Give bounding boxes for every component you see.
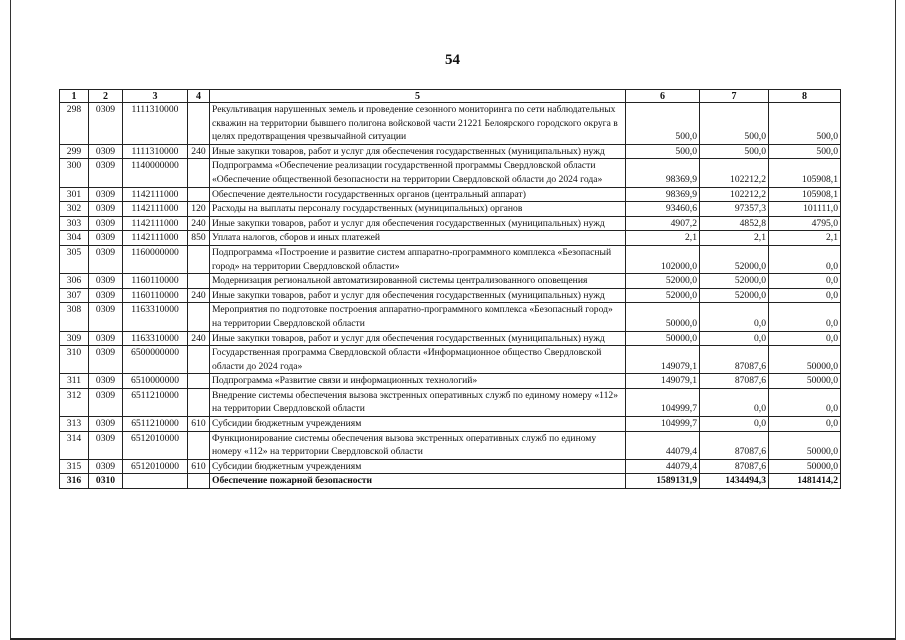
row-number: 313 <box>60 417 89 432</box>
expense-type <box>188 187 210 202</box>
section-code: 0309 <box>89 144 123 159</box>
section-code: 0309 <box>89 388 123 416</box>
value-col8: 0,0 <box>769 417 841 432</box>
value-col7: 52000,0 <box>700 245 769 273</box>
value-col8: 2,1 <box>769 231 841 246</box>
expense-type <box>188 374 210 389</box>
expense-type <box>188 474 210 489</box>
section-code: 0309 <box>89 303 123 331</box>
row-number: 309 <box>60 331 89 346</box>
target-code: 1142111000 <box>123 202 188 217</box>
row-number: 304 <box>60 231 89 246</box>
row-description: Мероприятия по подготовке построения аппаратно-программного комплекса «Безопасный город» на территории Свердловской области <box>210 303 626 331</box>
row-number: 299 <box>60 144 89 159</box>
value-col6: 44079,4 <box>626 431 700 459</box>
row-number: 306 <box>60 274 89 289</box>
value-col8: 50000,0 <box>769 459 841 474</box>
expense-type <box>188 159 210 187</box>
row-number: 298 <box>60 103 89 145</box>
value-col8: 1481414,2 <box>769 474 841 489</box>
value-col7: 4852,8 <box>700 216 769 231</box>
expense-type: 610 <box>188 459 210 474</box>
expense-type <box>188 388 210 416</box>
expense-type: 240 <box>188 331 210 346</box>
expense-type <box>188 346 210 374</box>
target-code: 1142111000 <box>123 216 188 231</box>
value-col7: 102212,2 <box>700 187 769 202</box>
value-col6: 4907,2 <box>626 216 700 231</box>
target-code: 1160110000 <box>123 274 188 289</box>
target-code: 1142111000 <box>123 231 188 246</box>
col-header: 8 <box>769 90 841 103</box>
value-col8: 50000,0 <box>769 374 841 389</box>
value-col6: 44079,4 <box>626 459 700 474</box>
table-row <box>60 474 841 489</box>
expense-type: 850 <box>188 231 210 246</box>
row-description: Субсидии бюджетным учреждениям <box>210 459 626 474</box>
target-code: 6511210000 <box>123 388 188 416</box>
target-code <box>123 474 188 489</box>
value-col6: 1589131,9 <box>626 474 700 489</box>
target-code: 1140000000 <box>123 159 188 187</box>
row-description: Обеспечение деятельности государственных органов (центральный аппарат) <box>210 187 626 202</box>
col-header: 4 <box>188 90 210 103</box>
expense-type <box>188 245 210 273</box>
table-row <box>60 216 841 231</box>
value-col8: 0,0 <box>769 331 841 346</box>
row-description: Иные закупки товаров, работ и услуг для обеспечения государственных (муниципальных) нужд <box>210 288 626 303</box>
expense-type <box>188 274 210 289</box>
value-col8: 0,0 <box>769 303 841 331</box>
value-col8: 105908,1 <box>769 159 841 187</box>
table-header-row <box>60 90 841 103</box>
col-header: 5 <box>210 90 626 103</box>
row-description: Рекультивация нарушенных земель и проведение сезонного мониторинга по сети наблюдательных скважин на территории бывшего полигона войсковой части 21221 Белоярского городского округа в целях предотвращения чрезвычайной ситуации <box>210 103 626 145</box>
page-number: 54 <box>445 52 460 68</box>
value-col6: 2,1 <box>626 231 700 246</box>
table-row <box>60 231 841 246</box>
row-description: Иные закупки товаров, работ и услуг для обеспечения государственных (муниципальных) нужд <box>210 331 626 346</box>
value-col8: 101111,0 <box>769 202 841 217</box>
expense-type <box>188 303 210 331</box>
value-col6: 500,0 <box>626 144 700 159</box>
section-code: 0309 <box>89 331 123 346</box>
value-col7: 1434494,3 <box>700 474 769 489</box>
row-number: 311 <box>60 374 89 389</box>
value-col6: 104999,7 <box>626 388 700 416</box>
section-code: 0309 <box>89 346 123 374</box>
value-col8: 0,0 <box>769 288 841 303</box>
section-code: 0309 <box>89 245 123 273</box>
value-col8: 0,0 <box>769 245 841 273</box>
target-code: 1163310000 <box>123 303 188 331</box>
value-col6: 500,0 <box>626 103 700 145</box>
table-row <box>60 245 841 273</box>
section-code: 0309 <box>89 431 123 459</box>
row-description: Функционирование системы обеспечения вызова экстренных оперативных служб по единому номеру «112» на территории Свердловской области <box>210 431 626 459</box>
value-col8: 50000,0 <box>769 431 841 459</box>
budget-table <box>59 89 841 489</box>
value-col6: 149079,1 <box>626 346 700 374</box>
row-number: 305 <box>60 245 89 273</box>
target-code: 6512010000 <box>123 459 188 474</box>
value-col7: 87087,6 <box>700 431 769 459</box>
value-col7: 87087,6 <box>700 374 769 389</box>
value-col7: 0,0 <box>700 303 769 331</box>
table-row <box>60 374 841 389</box>
row-description: Внедрение системы обеспечения вызова экстренных оперативных служб по единому номеру «112» на территории Свердловской области <box>210 388 626 416</box>
target-code: 1163310000 <box>123 331 188 346</box>
target-code: 1160000000 <box>123 245 188 273</box>
table-row <box>60 274 841 289</box>
table-row <box>60 288 841 303</box>
value-col6: 98369,9 <box>626 187 700 202</box>
value-col8: 500,0 <box>769 103 841 145</box>
target-code: 1160110000 <box>123 288 188 303</box>
row-description: Подпрограмма «Обеспечение реализации государственной программы Свердловской области «Обеспечение общественной безопасности на территории Свердловской области до 2024 года» <box>210 159 626 187</box>
target-code: 1111310000 <box>123 144 188 159</box>
section-code: 0309 <box>89 187 123 202</box>
row-description: Подпрограмма «Развитие связи и информационных технологий» <box>210 374 626 389</box>
table-row <box>60 459 841 474</box>
value-col6: 50000,0 <box>626 303 700 331</box>
col-header: 2 <box>89 90 123 103</box>
value-col6: 98369,9 <box>626 159 700 187</box>
value-col8: 0,0 <box>769 388 841 416</box>
row-number: 300 <box>60 159 89 187</box>
table-row <box>60 346 841 374</box>
row-description: Субсидии бюджетным учреждениям <box>210 417 626 432</box>
table-row <box>60 202 841 217</box>
value-col7: 52000,0 <box>700 274 769 289</box>
value-col7: 87087,6 <box>700 459 769 474</box>
row-number: 303 <box>60 216 89 231</box>
col-header: 1 <box>60 90 89 103</box>
row-number: 308 <box>60 303 89 331</box>
section-code: 0309 <box>89 417 123 432</box>
section-code: 0309 <box>89 202 123 217</box>
row-number: 312 <box>60 388 89 416</box>
table-row <box>60 331 841 346</box>
table-row <box>60 417 841 432</box>
row-number: 310 <box>60 346 89 374</box>
value-col8: 0,0 <box>769 274 841 289</box>
value-col7: 500,0 <box>700 103 769 145</box>
target-code: 1142111000 <box>123 187 188 202</box>
expense-type: 240 <box>188 288 210 303</box>
target-code: 6510000000 <box>123 374 188 389</box>
col-header: 3 <box>123 90 188 103</box>
section-code: 0309 <box>89 103 123 145</box>
row-description: Государственная программа Свердловской области «Информационное общество Свердловской области до 2024 года» <box>210 346 626 374</box>
target-code: 1111310000 <box>123 103 188 145</box>
section-code: 0309 <box>89 231 123 246</box>
value-col8: 500,0 <box>769 144 841 159</box>
col-header: 7 <box>700 90 769 103</box>
value-col7: 52000,0 <box>700 288 769 303</box>
row-number: 302 <box>60 202 89 217</box>
table-row <box>60 388 841 416</box>
row-description: Иные закупки товаров, работ и услуг для обеспечения государственных (муниципальных) нужд <box>210 144 626 159</box>
value-col6: 50000,0 <box>626 331 700 346</box>
expense-type: 240 <box>188 216 210 231</box>
row-description: Уплата налогов, сборов и иных платежей <box>210 231 626 246</box>
table-row <box>60 431 841 459</box>
value-col7: 0,0 <box>700 331 769 346</box>
expense-type: 240 <box>188 144 210 159</box>
value-col8: 50000,0 <box>769 346 841 374</box>
value-col7: 102212,2 <box>700 159 769 187</box>
row-number: 316 <box>60 474 89 489</box>
target-code: 6512010000 <box>123 431 188 459</box>
value-col8: 105908,1 <box>769 187 841 202</box>
value-col7: 500,0 <box>700 144 769 159</box>
expense-type: 120 <box>188 202 210 217</box>
value-col6: 104999,7 <box>626 417 700 432</box>
expense-type <box>188 103 210 145</box>
section-code: 0309 <box>89 159 123 187</box>
section-code: 0309 <box>89 216 123 231</box>
target-code: 6511210000 <box>123 417 188 432</box>
value-col6: 52000,0 <box>626 288 700 303</box>
row-number: 307 <box>60 288 89 303</box>
value-col7: 97357,3 <box>700 202 769 217</box>
value-col6: 102000,0 <box>626 245 700 273</box>
row-description: Обеспечение пожарной безопасности <box>210 474 626 489</box>
section-code: 0309 <box>89 274 123 289</box>
table-row <box>60 103 841 145</box>
table-row <box>60 303 841 331</box>
table-row <box>60 144 841 159</box>
value-col7: 2,1 <box>700 231 769 246</box>
section-code: 0309 <box>89 459 123 474</box>
row-description: Подпрограмма «Построение и развитие систем аппаратно-программного комплекса «Безопасный город» на территории Свердловской области» <box>210 245 626 273</box>
value-col8: 4795,0 <box>769 216 841 231</box>
section-code: 0310 <box>89 474 123 489</box>
row-description: Модернизация региональной автоматизированной системы централизованного оповещения <box>210 274 626 289</box>
value-col7: 87087,6 <box>700 346 769 374</box>
table-row <box>60 187 841 202</box>
section-code: 0309 <box>89 288 123 303</box>
expense-type: 610 <box>188 417 210 432</box>
value-col6: 52000,0 <box>626 274 700 289</box>
table-row <box>60 159 841 187</box>
value-col6: 93460,6 <box>626 202 700 217</box>
target-code: 6500000000 <box>123 346 188 374</box>
value-col7: 0,0 <box>700 417 769 432</box>
value-col6: 149079,1 <box>626 374 700 389</box>
row-number: 314 <box>60 431 89 459</box>
row-number: 315 <box>60 459 89 474</box>
col-header: 6 <box>626 90 700 103</box>
expense-type <box>188 431 210 459</box>
row-description: Иные закупки товаров, работ и услуг для обеспечения государственных (муниципальных) нужд <box>210 216 626 231</box>
value-col7: 0,0 <box>700 388 769 416</box>
row-number: 301 <box>60 187 89 202</box>
row-description: Расходы на выплаты персоналу государственных (муниципальных) органов <box>210 202 626 217</box>
section-code: 0309 <box>89 374 123 389</box>
